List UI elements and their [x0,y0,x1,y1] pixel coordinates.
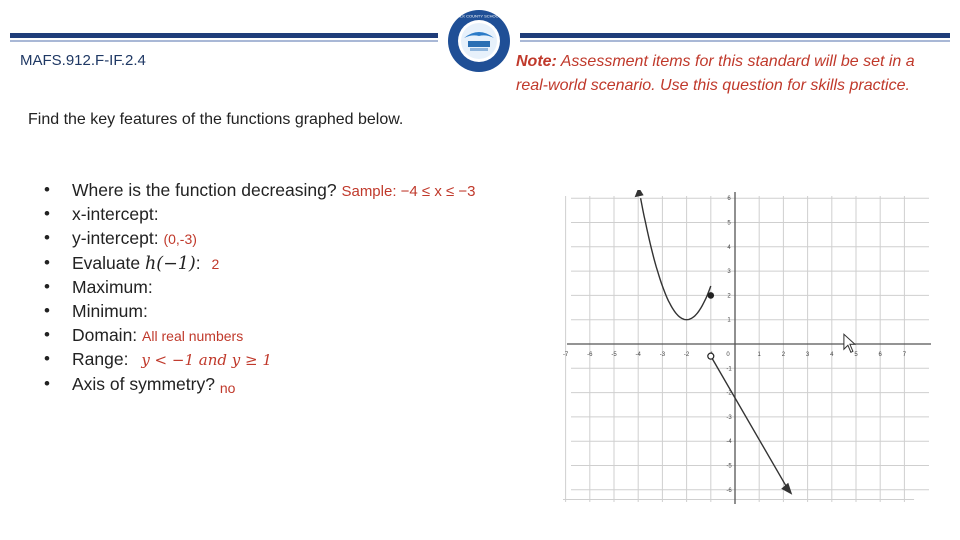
question-y-intercept: y-intercept: [72,228,159,249]
school-logo [446,8,512,74]
list-item [44,178,476,202]
question-list [44,178,476,396]
y-tick-label: -1 [726,366,732,373]
question-range: Range: [72,349,129,370]
evaluate-expression: h(−1) [144,253,196,274]
y-tick-label: 5 [727,220,731,227]
mouse-cursor-icon [844,334,855,352]
x-tick-label: 6 [878,352,882,358]
answer-decreasing: Sample: −4 ≤ x ≤ −3 [341,183,476,200]
list-item [44,323,476,347]
list-item [44,275,476,299]
evaluate-colon: : [195,252,201,273]
y-tick-label: -3 [726,414,732,421]
y-tick-label: 3 [727,269,731,276]
question-maximum: Maximum: [72,276,153,297]
note-text: Assessment items for this standard will be set in a real-world scenario. Use this question for skills practice. [516,53,915,94]
list-item [44,251,476,275]
y-tick-label: -6 [726,487,732,494]
y-tick-label: -5 [726,463,732,470]
x-tick-label: 0 [726,352,730,358]
question-minimum: Minimum: [72,300,148,321]
y-tick-label: 6 [727,196,731,203]
list-item [44,202,476,226]
x-tick-label: -7 [563,352,569,358]
list-item [44,299,476,323]
answer-domain: All real numbers [142,328,244,345]
line-segment [711,356,788,490]
x-tick-label: 7 [902,352,907,358]
y-tick-label: -4 [726,439,732,446]
x-tick-label: -5 [611,352,617,358]
x-tick-label: -4 [635,352,641,358]
parabola-arrowhead [635,190,644,197]
x-tick-label: 4 [830,352,834,358]
y-tick-label: 1 [727,317,731,324]
assessment-note [516,50,946,98]
y-tick-label: 4 [727,244,731,251]
question-domain: Domain: [72,325,138,346]
standard-code: MAFS.912.F-IF.2.4 [20,52,146,69]
question-axis-symmetry: Axis of symmetry? [72,373,215,394]
open-endpoint [708,353,714,359]
question-x-intercept: x-intercept: [72,204,159,225]
x-tick-label: -3 [659,352,666,358]
list-item [44,226,476,250]
list-item [44,372,476,396]
list-item [44,347,476,371]
header-bar-right [520,33,950,38]
x-tick-label: -6 [587,352,593,358]
note-label: Note: [516,53,557,70]
header-bar-right-shadow [520,40,950,42]
function-graph [563,190,935,506]
logo-text: POLK COUNTY SCHOOLS [454,13,504,19]
x-tick-label: 2 [781,352,786,358]
header-bar-left-shadow [10,40,438,42]
x-tick-label: 3 [805,352,810,358]
answer-range: y < −1 and y ≥ 1 [141,351,272,370]
header-bar-left [10,33,438,38]
answer-axis-symmetry: no [219,379,236,396]
question-evaluate: Evaluate [72,252,145,273]
parabola-curve [641,198,711,320]
y-tick-label: -2 [726,390,732,397]
x-tick-label: 1 [757,352,761,358]
closed-endpoint [708,292,715,299]
line-arrowhead [781,483,792,495]
x-tick-label: 5 [854,352,858,358]
instruction-text: Find the key features of the functions graphed below. [28,111,404,128]
answer-evaluate: 2 [211,255,220,272]
x-tick-label: -2 [683,352,690,358]
answer-y-intercept: (0,-3) [163,231,197,248]
y-tick-label: 2 [727,293,731,300]
question-decreasing: Where is the function decreasing? [72,180,337,200]
